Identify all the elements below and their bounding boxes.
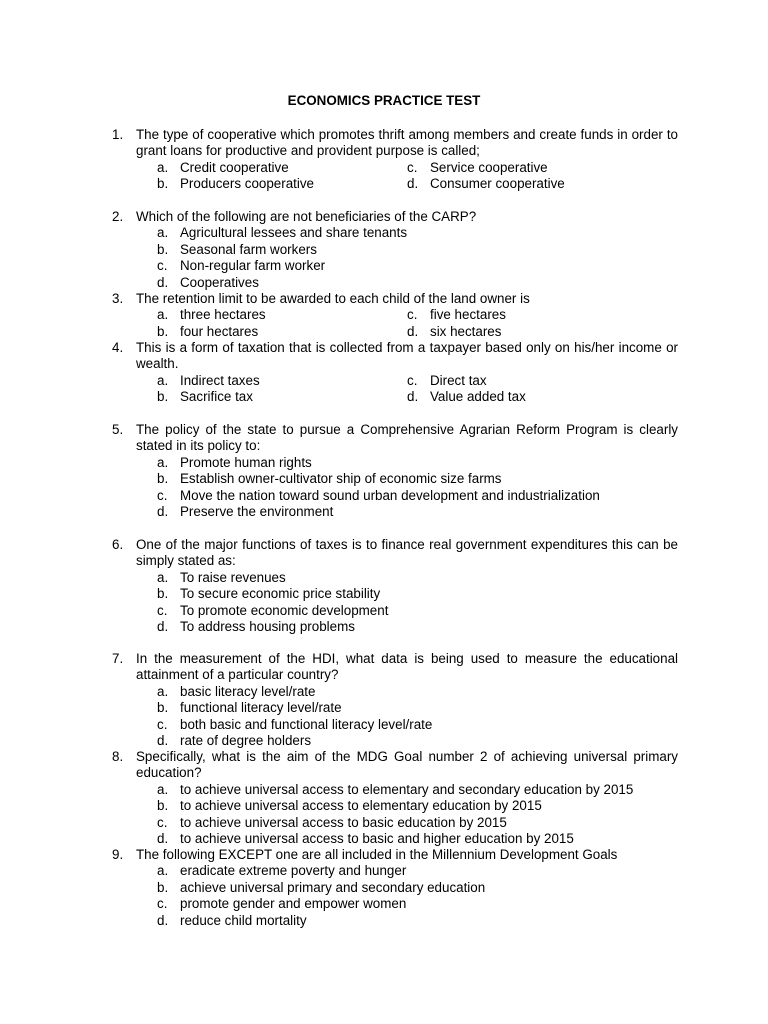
- option-a: a. three hectares: [157, 307, 266, 323]
- option-b: b. Seasonal farm workers: [157, 241, 317, 257]
- option-grid: [157, 160, 678, 193]
- question-3: [112, 291, 678, 340]
- option-a: a. basic literacy level/rate: [157, 683, 316, 699]
- option-a: a. Credit cooperative: [157, 159, 289, 175]
- option-b: b. To secure economic price stability: [157, 586, 381, 602]
- option-d: d. Consumer cooperative: [407, 176, 565, 192]
- question-8: [112, 749, 678, 847]
- option-d: d. six hectares: [407, 323, 502, 339]
- question-9: [112, 847, 678, 929]
- option-c: c. Move the nation toward sound urban development and industrialization: [157, 487, 600, 503]
- option-b: b. Producers cooperative: [157, 176, 314, 192]
- question-text: Specifically, what is the aim of the MDG Goal number 2 of achieving universal primary education?: [136, 749, 678, 781]
- option-d: d. to achieve universal access to basic and higher education by 2015: [157, 831, 574, 847]
- option-c: c. both basic and functional literacy level/rate: [157, 716, 433, 732]
- option-a: a. eradicate extreme poverty and hunger: [157, 863, 407, 879]
- question-number: 1.: [112, 127, 124, 142]
- question-5: [112, 422, 678, 520]
- question-number: 8.: [112, 749, 124, 764]
- question-text: In the measurement of the HDI, what data is being used to measure the educational attainment of a particular country?: [136, 651, 678, 683]
- question-text: The following EXCEPT one are all included in the Millennium Development Goals: [136, 847, 618, 862]
- question-2: [112, 209, 678, 291]
- option-a: a. Promote human rights: [157, 454, 312, 470]
- question-number: 2.: [112, 209, 124, 224]
- question-text: This is a form of taxation that is collected from a taxpayer based only on his/her income or wealth.: [136, 340, 678, 372]
- option-c: c. Service cooperative: [407, 159, 548, 175]
- option-d: d. To address housing problems: [157, 619, 355, 635]
- option-c: c. Non-regular farm worker: [157, 258, 326, 274]
- question-text: The type of cooperative which promotes thrift among members and create funds in order to grant loans for productive and provident purpose is called;: [136, 127, 678, 159]
- question-number: 6.: [112, 537, 124, 552]
- question-number: 9.: [112, 847, 124, 862]
- question-text: Which of the following are not beneficiaries of the CARP?: [136, 209, 477, 224]
- option-list: [157, 455, 678, 521]
- page-title: ECONOMICS PRACTICE TEST: [287, 93, 481, 108]
- question-6: [112, 537, 678, 635]
- question-number: 5.: [112, 422, 124, 437]
- question-text: The retention limit to be awarded to each child of the land owner is: [136, 291, 530, 306]
- option-c: c. promote gender and empower women: [157, 896, 407, 912]
- option-c: c. To promote economic development: [157, 602, 389, 618]
- option-d: d. Value added tax: [407, 389, 526, 405]
- option-b: b. Establish owner-cultivator ship of economic size farms: [157, 471, 502, 487]
- option-a: a. To raise revenues: [157, 569, 286, 585]
- option-list: [157, 684, 678, 750]
- option-b: b. to achieve universal access to elementary education by 2015: [157, 798, 542, 814]
- question-number: 4.: [112, 340, 124, 355]
- question-7: [112, 651, 678, 749]
- option-grid: [157, 307, 678, 340]
- option-b: b. achieve universal primary and secondary education: [157, 879, 486, 895]
- question-number: 3.: [112, 291, 124, 306]
- option-b: b. four hectares: [157, 323, 259, 339]
- option-a: a. Indirect taxes: [157, 372, 260, 388]
- option-list: [157, 782, 678, 848]
- question-text: One of the major functions of taxes is to finance real government expenditures this can be simply stated as:: [136, 537, 678, 569]
- option-a: a. to achieve universal access to elementary and secondary education by 2015: [157, 781, 634, 797]
- option-a: a. Agricultural lessees and share tenants: [157, 225, 408, 241]
- option-d: d. rate of degree holders: [157, 733, 312, 749]
- option-b: b. functional literacy level/rate: [157, 700, 342, 716]
- option-list: [157, 570, 678, 636]
- option-list: [157, 863, 678, 929]
- option-b: b. Sacrifice tax: [157, 389, 253, 405]
- option-c: c. five hectares: [407, 307, 506, 323]
- option-d: d. reduce child mortality: [157, 912, 307, 928]
- option-c: c. Direct tax: [407, 372, 487, 388]
- option-grid: [157, 373, 678, 406]
- option-d: d. Cooperatives: [157, 274, 259, 290]
- question-number: 7.: [112, 651, 124, 666]
- option-d: d. Preserve the environment: [157, 504, 334, 520]
- option-list: [157, 225, 678, 291]
- option-c: c. to achieve universal access to basic education by 2015: [157, 814, 507, 830]
- question-text: The policy of the state to pursue a Comprehensive Agrarian Reform Program is clearly stated in its policy to:: [136, 422, 678, 454]
- question-4: [112, 340, 678, 406]
- question-1: [112, 127, 678, 193]
